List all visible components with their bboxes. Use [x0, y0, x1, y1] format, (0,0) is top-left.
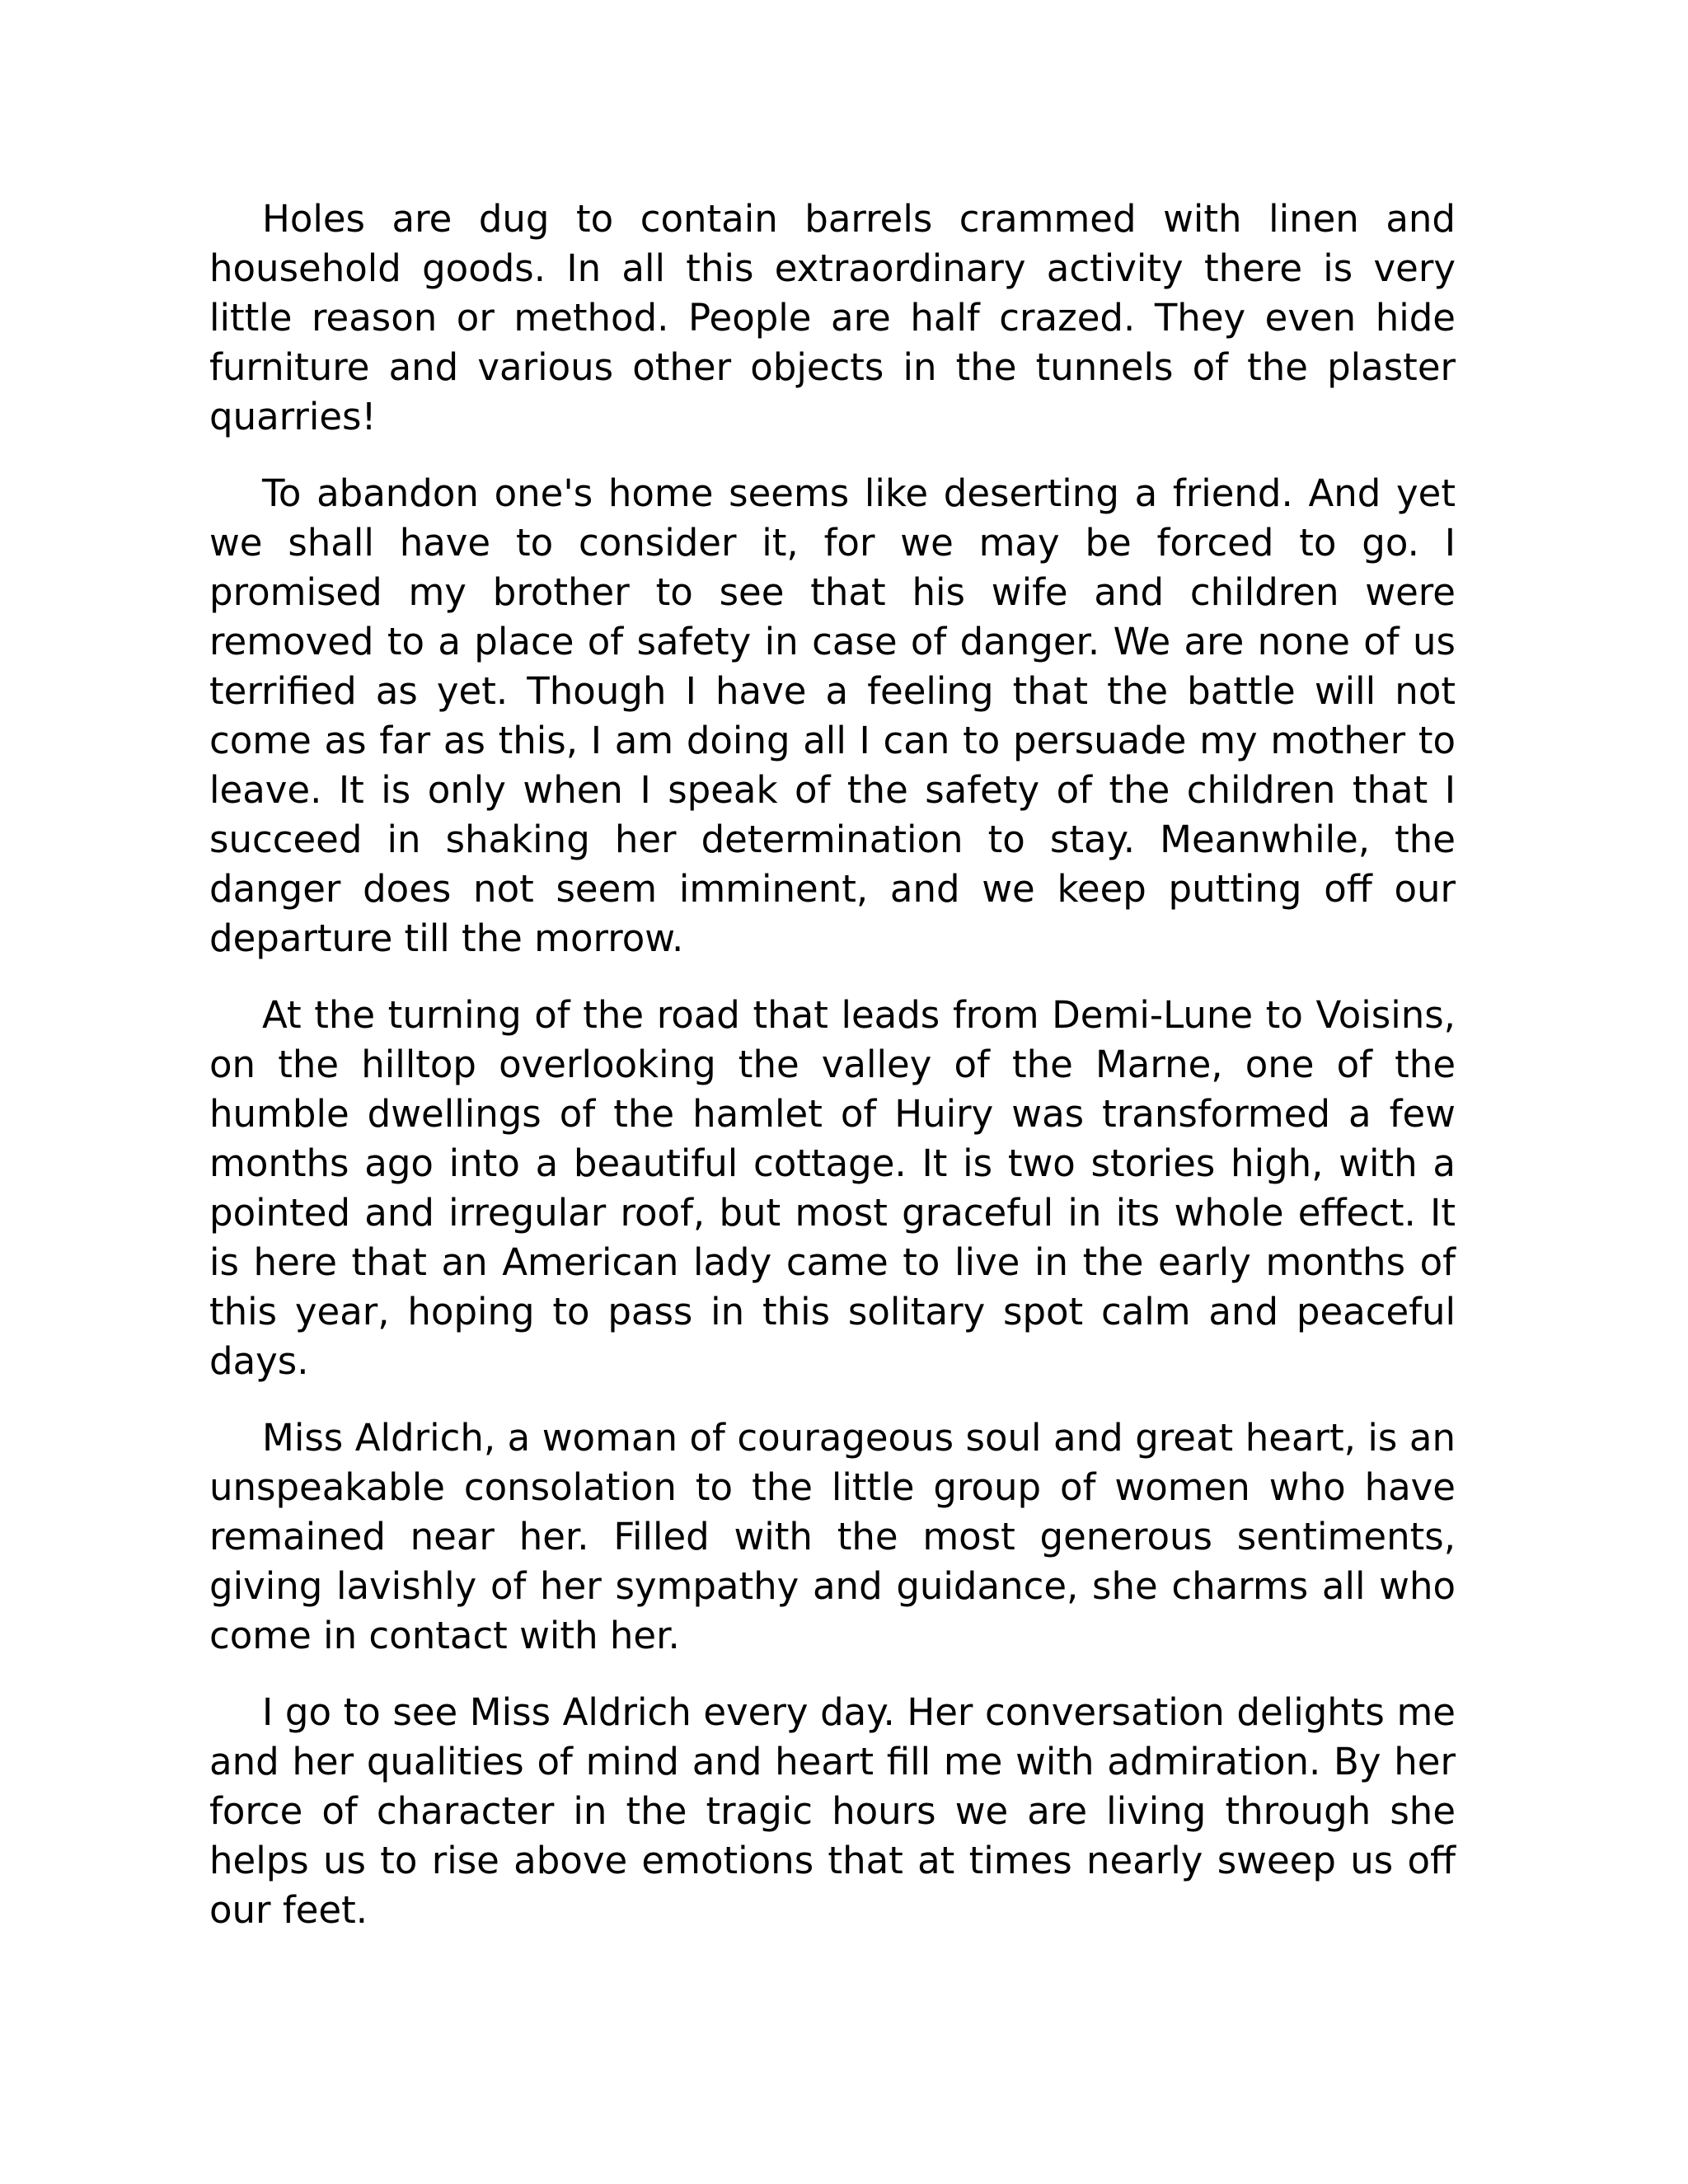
paragraph-5: I go to see Miss Aldrich every day. Her conversation delights me and her qualities of mind and heart fill me with admiration. By her force of character in the tragic hours we are living through she helps us to rise above emotions that at times nearly sweep us off our feet. — [209, 1690, 1456, 1932]
paragraph-1: Holes are dug to contain barrels crammed with linen and household goods. In all this extraordinary activity there is very little reason or method. People are half crazed. They even hide furniture and various other objects in the tunnels of the plaster quarries! — [209, 197, 1456, 438]
paragraph-2: To abandon one's home seems like deserting a friend. And yet we shall have to consider it, for we may be forced to go. I promised my brother to see that his wife and children were removed to a place of safety in case of danger. We are none of us terrified as yet. Though I have a feeling that the battle will not come as far as this, I am doing all I can to persuade my mother to leave. It is only when I speak of the safety of the children that I succeed in shaking her determination to stay. Meanwhile, the danger does not seem imminent, and we keep putting off our departure till the morrow. — [209, 471, 1456, 960]
paragraph-4: Miss Aldrich, a woman of courageous soul and great heart, is an unspeakable consolation to the little group of women who have remained near her. Filled with the most generous sentiments, giving lavishly of her sympathy and guidance, she charms all who come in contact with her. — [209, 1416, 1456, 1657]
paragraph-3: At the turning of the road that leads from Demi-Lune to Voisins, on the hilltop overlooking the valley of the Marne, one of the humble dwellings of the hamlet of Huiry was transformed a few months ago into a beautiful cottage. It is two stories high, with a pointed and irregular roof, but most graceful in its whole effect. It is here that an American lady came to live in the early months of this year, hoping to pass in this solitary spot calm and peaceful days. — [209, 993, 1456, 1383]
body-text — [209, 194, 1456, 1962]
